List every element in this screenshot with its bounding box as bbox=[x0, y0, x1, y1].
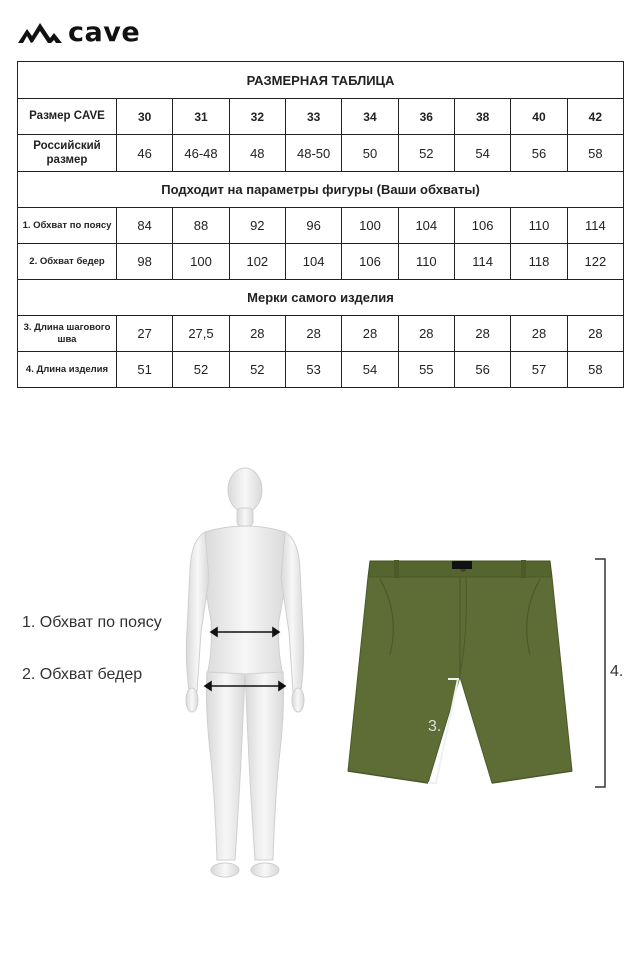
waist-label: 1. Обхват по поясу bbox=[18, 208, 117, 244]
brand-logo bbox=[18, 16, 140, 48]
length-cell: 56 bbox=[454, 352, 510, 388]
shorts-image bbox=[340, 555, 580, 795]
waist-cell: 92 bbox=[229, 208, 285, 244]
waist-cell: 88 bbox=[173, 208, 229, 244]
hips-cell: 122 bbox=[567, 244, 623, 280]
waist-cell: 104 bbox=[398, 208, 454, 244]
inseam-cell: 28 bbox=[511, 316, 567, 352]
hips-cell: 110 bbox=[398, 244, 454, 280]
size-cell: 34 bbox=[342, 99, 398, 135]
length-cell: 51 bbox=[117, 352, 173, 388]
length-cell: 57 bbox=[511, 352, 567, 388]
waist-cell: 110 bbox=[511, 208, 567, 244]
section-fit-row bbox=[18, 172, 624, 208]
hips-cell: 98 bbox=[117, 244, 173, 280]
inseam-cell: 27 bbox=[117, 316, 173, 352]
hips-cell: 104 bbox=[285, 244, 341, 280]
size-cell: 33 bbox=[285, 99, 341, 135]
russian-size-cell: 52 bbox=[398, 135, 454, 172]
legend-hips: 2. Обхват бедер bbox=[22, 666, 143, 683]
inseam-row bbox=[18, 316, 624, 352]
size-header-row bbox=[18, 99, 624, 135]
inseam-cell: 27,5 bbox=[173, 316, 229, 352]
waist-cell: 114 bbox=[567, 208, 623, 244]
waist-cell: 106 bbox=[454, 208, 510, 244]
russian-size-cell: 48-50 bbox=[285, 135, 341, 172]
russian-size-label: Российский размер bbox=[18, 135, 117, 172]
hips-label: 2. Обхват бедер bbox=[18, 244, 117, 280]
size-chart-table bbox=[17, 61, 624, 388]
length-cell: 53 bbox=[285, 352, 341, 388]
length-cell: 54 bbox=[342, 352, 398, 388]
legend-waist: 1. Обхват по поясу bbox=[22, 614, 162, 631]
inseam-cell: 28 bbox=[342, 316, 398, 352]
waist-cell: 96 bbox=[285, 208, 341, 244]
inseam-cell: 28 bbox=[285, 316, 341, 352]
russian-size-cell: 54 bbox=[454, 135, 510, 172]
mannequin-figure bbox=[175, 460, 315, 890]
table-title-row bbox=[18, 62, 624, 99]
section-garment-row bbox=[18, 280, 624, 316]
length-cell: 55 bbox=[398, 352, 454, 388]
inseam-cell: 28 bbox=[567, 316, 623, 352]
length-marker: 4. bbox=[610, 663, 624, 680]
length-cell: 52 bbox=[229, 352, 285, 388]
size-header-label: Размер CAVE bbox=[18, 99, 117, 135]
russian-size-cell: 56 bbox=[511, 135, 567, 172]
length-cell: 58 bbox=[567, 352, 623, 388]
size-cell: 40 bbox=[511, 99, 567, 135]
hips-cell: 106 bbox=[342, 244, 398, 280]
hips-cell: 114 bbox=[454, 244, 510, 280]
waist-cell: 100 bbox=[342, 208, 398, 244]
russian-size-cell: 50 bbox=[342, 135, 398, 172]
russian-size-row bbox=[18, 135, 624, 172]
section-fit-title: Подходит на параметры фигуры (Ваши обхваты) bbox=[18, 172, 624, 208]
russian-size-cell: 46-48 bbox=[173, 135, 229, 172]
waist-row bbox=[18, 208, 624, 244]
size-cell: 36 bbox=[398, 99, 454, 135]
inseam-marker: 3. bbox=[428, 718, 442, 735]
inseam-cell: 28 bbox=[398, 316, 454, 352]
hips-cell: 100 bbox=[173, 244, 229, 280]
size-cell: 32 bbox=[229, 99, 285, 135]
length-bracket bbox=[593, 558, 609, 788]
russian-size-cell: 46 bbox=[117, 135, 173, 172]
inseam-cell: 28 bbox=[454, 316, 510, 352]
russian-size-cell: 48 bbox=[229, 135, 285, 172]
length-label: 4. Длина изделия bbox=[18, 352, 117, 388]
length-row bbox=[18, 352, 624, 388]
size-cell: 42 bbox=[567, 99, 623, 135]
table-title: РАЗМЕРНАЯ ТАБЛИЦА bbox=[18, 62, 624, 99]
section-garment-title: Мерки самого изделия bbox=[18, 280, 624, 316]
length-cell: 52 bbox=[173, 352, 229, 388]
inseam-label: 3. Длина шагового шва bbox=[18, 316, 117, 352]
hips-cell: 118 bbox=[511, 244, 567, 280]
size-cell: 31 bbox=[173, 99, 229, 135]
hips-row bbox=[18, 244, 624, 280]
size-cell: 38 bbox=[454, 99, 510, 135]
waist-cell: 84 bbox=[117, 208, 173, 244]
brand-name: cave bbox=[68, 16, 141, 48]
russian-size-cell: 58 bbox=[567, 135, 623, 172]
measurement-illustration bbox=[0, 450, 640, 900]
hips-cell: 102 bbox=[229, 244, 285, 280]
inseam-cell: 28 bbox=[229, 316, 285, 352]
size-cell: 30 bbox=[117, 99, 173, 135]
mountain-logo-icon bbox=[18, 20, 62, 44]
